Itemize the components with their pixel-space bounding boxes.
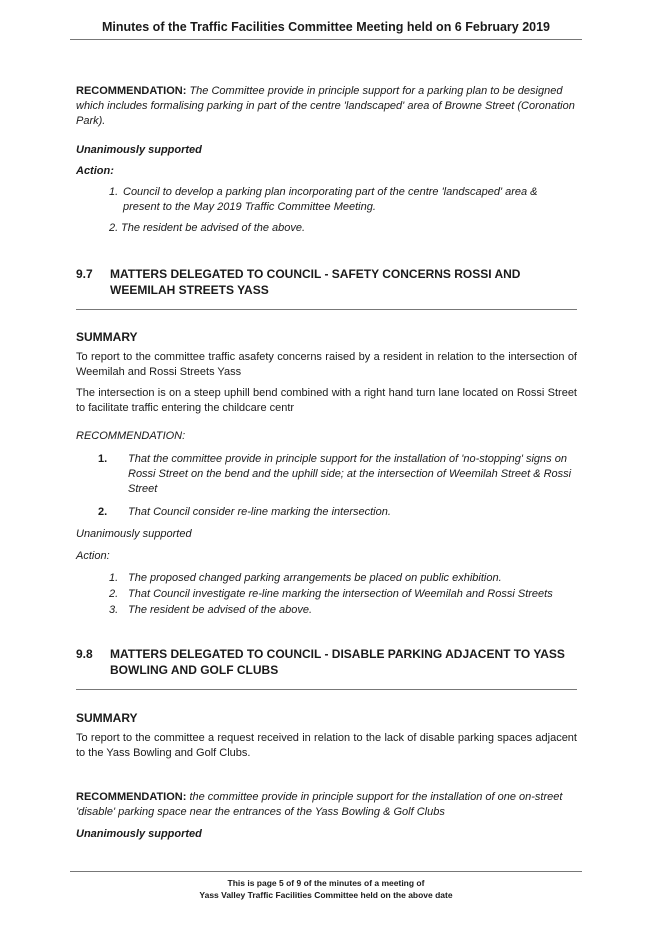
section-heading-9-7 [76,266,577,298]
section-divider [76,689,577,690]
section-number: 9.7 [76,267,93,281]
recommendation-text: That Council consider re-line marking the intersection. [128,506,391,518]
action-label: Action: [76,550,110,562]
action-text: Council to develop a parking plan incorporating part of the centre 'landscaped' area & present to the May 2019 Traffic Committee Meeting. [123,186,538,213]
recommendation-number: 1. [98,453,108,465]
footer-line: This is page 5 of 9 of the minutes of a meeting of [227,878,425,888]
action-number: 1. [109,186,119,198]
action-text: That Council investigate re-line marking the intersection of Weemilah and Rossi Streets [128,588,553,600]
action-number: 2. [109,588,119,600]
action-item [76,587,577,602]
page-content [76,84,577,842]
recommendation-paragraph [76,790,577,820]
recommendation-list [76,452,577,520]
recommendation-text: the committee provide in principle support for the installation of one on-street 'disable' parking space near the entrances of the Yass Bowling & Golf Clubs [76,791,563,818]
action-label: Action: [76,165,114,177]
action-list [76,571,577,618]
action-number: 3. [109,604,119,616]
summary-heading: SUMMARY [76,711,138,725]
supported-note: Unanimously supported [76,528,192,540]
action-item [76,571,577,586]
summary-paragraph: The intersection is on a steep uphill bend combined with a right hand turn lane located on Rossi Street to facilitate traffic entering the childcare centr [76,387,577,414]
action-text: The proposed changed parking arrangements be placed on public exhibition. [128,572,502,584]
action-list [76,185,577,236]
section-title: MATTERS DELEGATED TO COUNCIL - SAFETY CONCERNS ROSSI AND WEEMILAH STREETS YASS [110,267,521,297]
action-text: The resident be advised of the above. [121,222,306,234]
summary-paragraph: To report to the committee a request received in relation to the lack of disable parking spaces adjacent to the Yass Bowling and Golf Clubs. [76,732,577,759]
action-item [76,603,577,618]
recommendation-label: RECOMMENDATION: [76,85,187,97]
recommendation-item [76,505,577,520]
recommendation-item [76,452,577,497]
section-number: 9.8 [76,647,93,661]
footer-line: Yass Valley Traffic Facilities Committee held on the above date [199,890,453,900]
header-divider [70,39,582,40]
action-number: 1. [109,572,119,584]
recommendation-paragraph [76,84,577,129]
summary-heading: SUMMARY [76,330,138,344]
action-item [76,221,577,236]
summary-paragraph: To report to the committee traffic asafety concerns raised by a resident in relation to the intersection of Weemilah and Rossi Streets Yass [76,351,577,378]
section-divider [76,309,577,310]
page-footer [70,877,582,901]
recommendation-text: The Committee provide in principle support for a parking plan to be designed which includes formalising parking in part of the centre 'landscaped' area of Browne Street (Coronation Park). [76,85,575,127]
recommendation-label: RECOMMENDATION: [76,430,186,442]
section-heading-9-8 [76,646,577,678]
section-title: MATTERS DELEGATED TO COUNCIL - DISABLE PARKING ADJACENT TO YASS BOWLING AND GOLF CLUBS [110,647,565,677]
supported-note: Unanimously supported [76,828,202,840]
action-text: The resident be advised of the above. [128,604,313,616]
page-header-title: Minutes of the Traffic Facilities Committee Meeting held on 6 February 2019 [101,20,551,34]
supported-note: Unanimously supported [76,144,202,156]
recommendation-label: RECOMMENDATION: [76,791,187,803]
action-item [76,185,577,215]
recommendation-text: That the committee provide in principle support for the installation of 'no-stopping' signs on Rossi Street on the bend and the uphill side; at the intersection of Weemilah Street & Rossi Street [128,453,572,495]
action-number: 2. [109,222,119,234]
footer-divider [70,871,582,872]
recommendation-number: 2. [98,506,108,518]
